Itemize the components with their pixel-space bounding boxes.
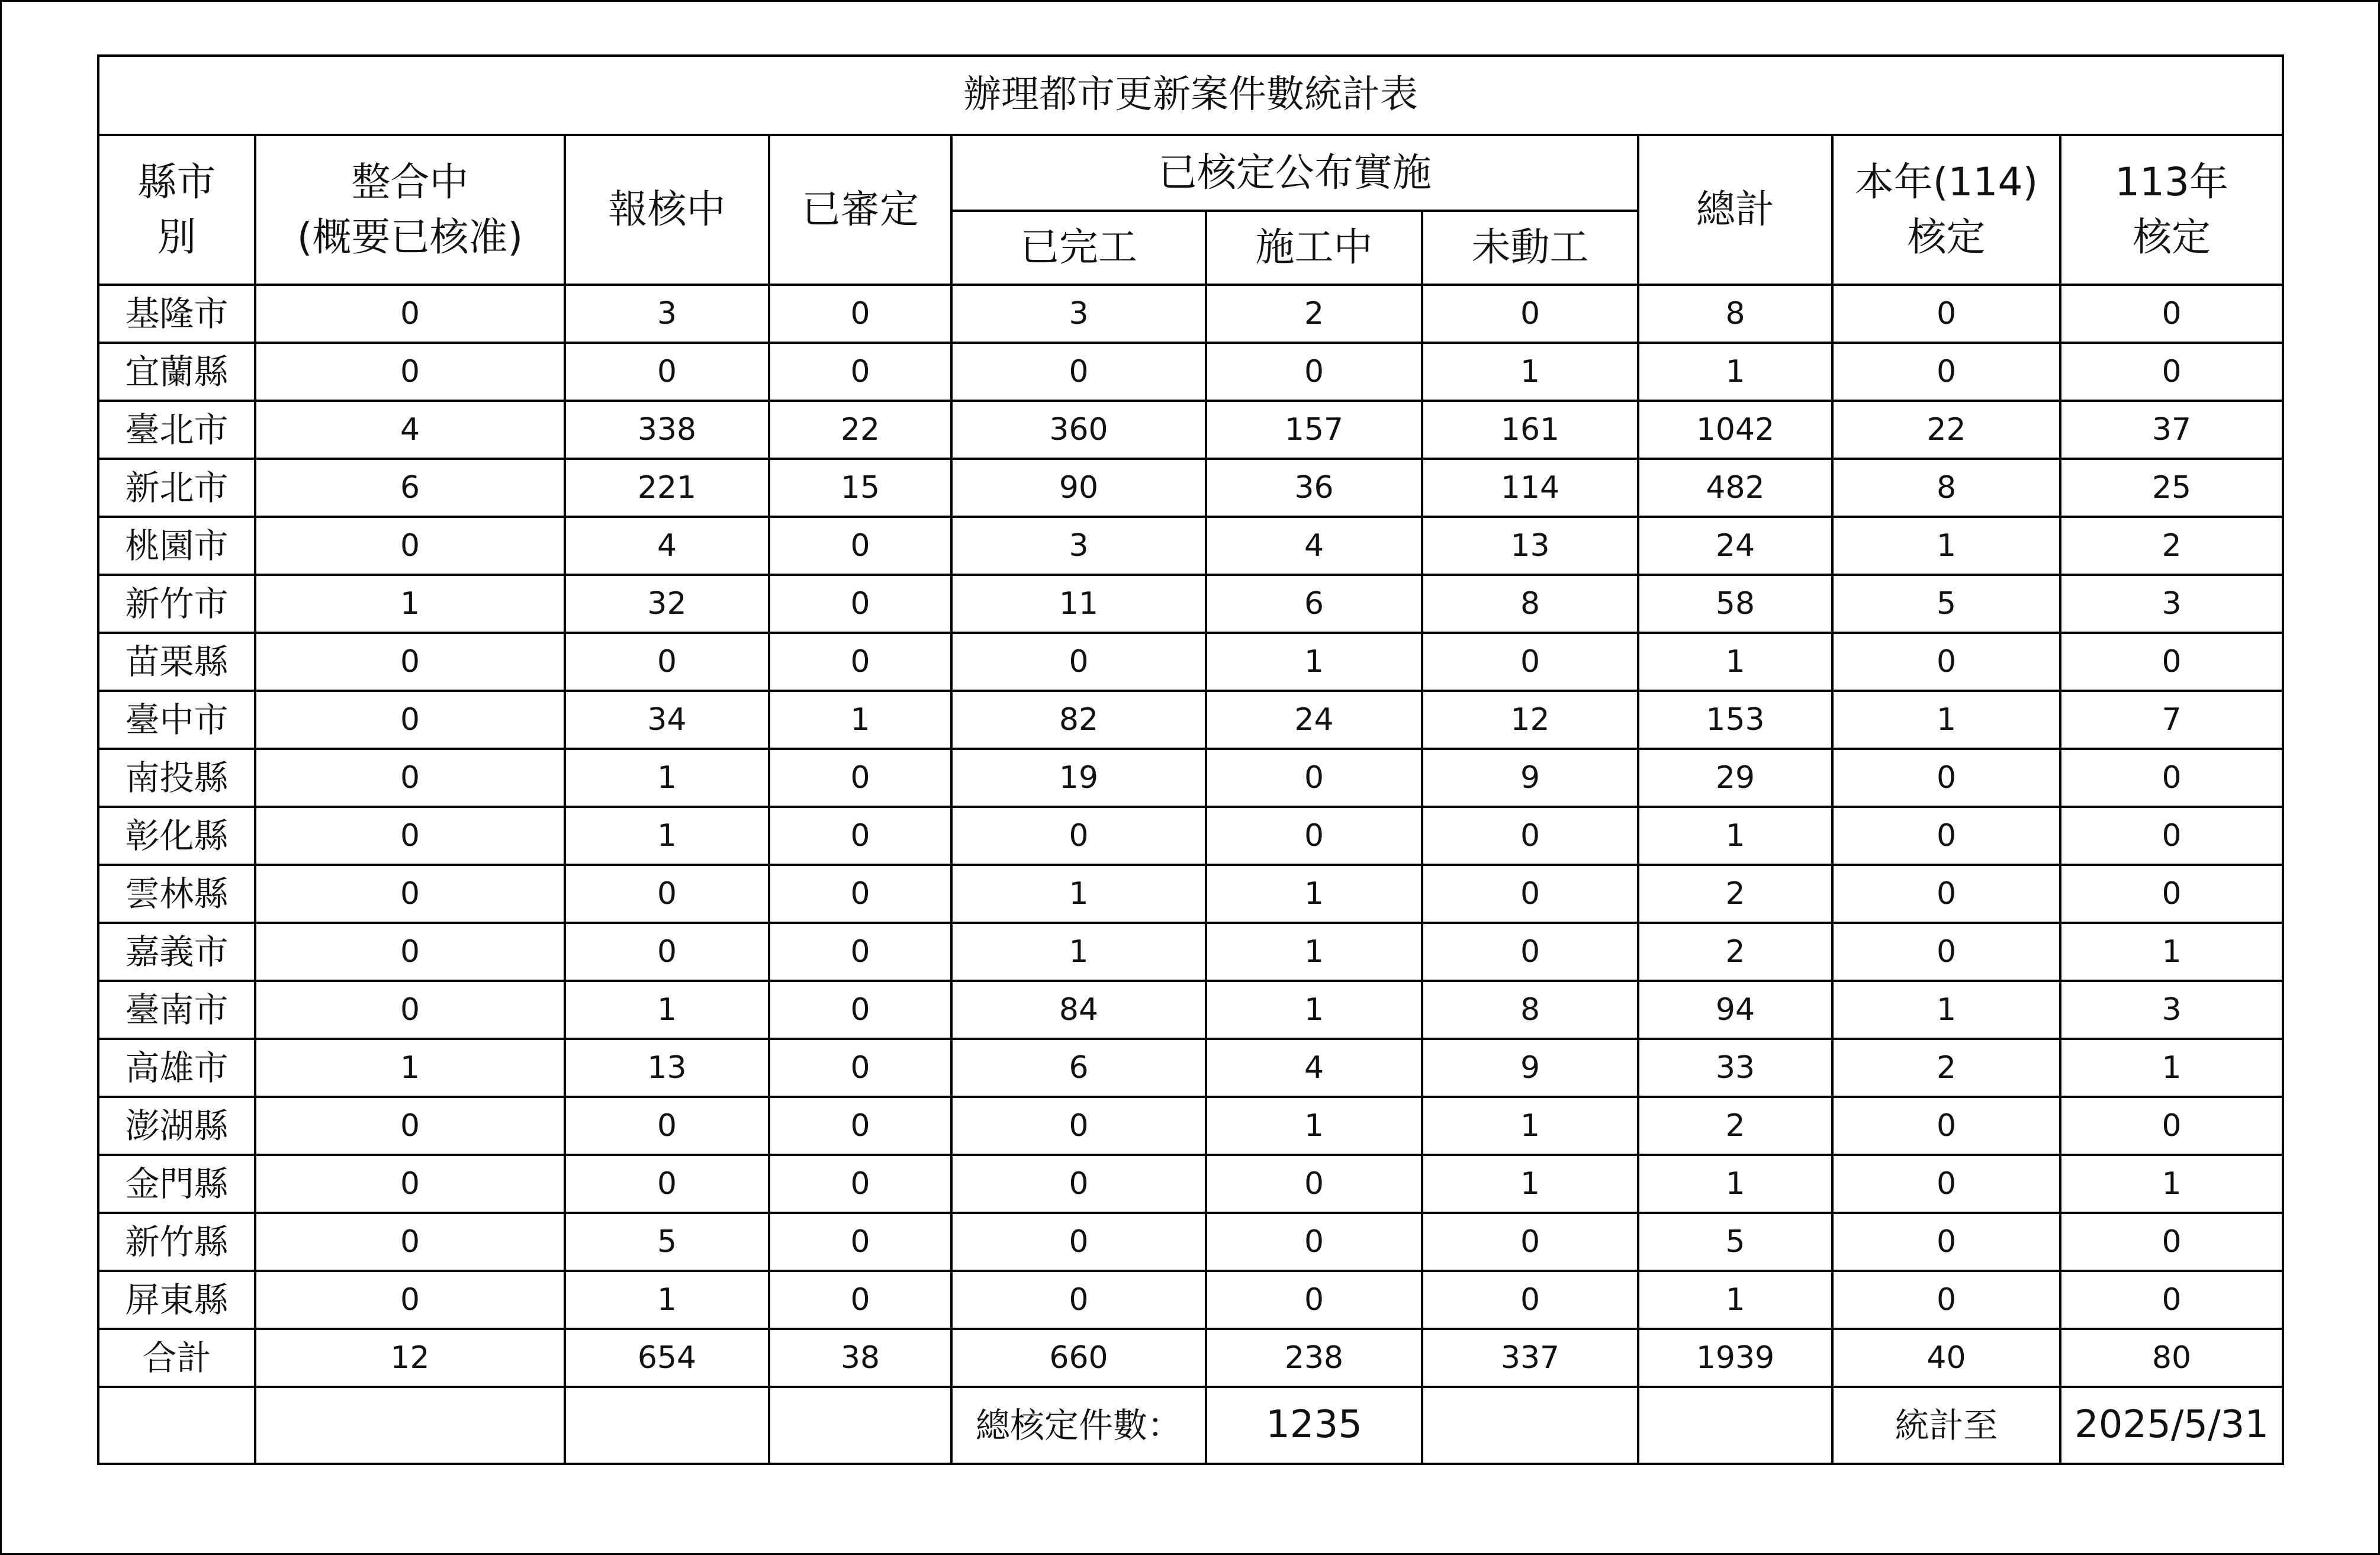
value-cell: 0 [255,865,565,923]
value-cell: 1 [769,691,951,749]
value-cell: 1 [1832,981,2060,1039]
value-cell: 0 [951,1271,1206,1329]
value-cell: 5 [565,1213,769,1271]
table-title: 辦理都市更新案件數統計表 [98,56,2283,135]
value-cell: 1 [1206,1097,1422,1155]
value-cell: 161 [1422,401,1638,459]
total-value-cell: 660 [951,1329,1206,1387]
value-cell: 0 [1422,633,1638,691]
header-approved-group: 已核定公布實施 [951,135,1638,211]
header-this-year [1832,135,2060,285]
footer-empty-cell [1638,1387,1832,1464]
value-cell: 0 [1832,633,2060,691]
value-cell: 0 [1832,1155,2060,1213]
value-cell: 0 [769,749,951,807]
value-cell: 22 [1832,401,2060,459]
table-row [98,981,2283,1039]
value-cell: 0 [769,1155,951,1213]
table-row [98,517,2283,575]
value-cell: 37 [2060,401,2283,459]
value-cell: 25 [2060,459,2283,517]
value-cell: 1 [1638,1155,1832,1213]
value-cell: 3 [951,285,1206,343]
header-under-construction: 施工中 [1206,211,1422,285]
value-cell: 9 [1422,749,1638,807]
header-not-started: 未動工 [1422,211,1638,285]
table-row [98,343,2283,401]
value-cell: 0 [1206,1271,1422,1329]
county-cell: 彰化縣 [98,807,255,865]
value-cell: 0 [769,285,951,343]
value-cell: 0 [1422,865,1638,923]
county-cell: 高雄市 [98,1039,255,1097]
value-cell: 0 [255,343,565,401]
value-cell: 1 [2060,1155,2283,1213]
value-cell: 0 [769,517,951,575]
value-cell: 0 [1832,285,2060,343]
value-cell: 0 [565,633,769,691]
value-cell: 2 [1638,923,1832,981]
value-cell: 0 [1206,749,1422,807]
value-cell: 9 [1422,1039,1638,1097]
county-cell: 澎湖縣 [98,1097,255,1155]
value-cell: 4 [255,401,565,459]
value-cell: 19 [951,749,1206,807]
value-cell: 1 [1638,343,1832,401]
header-total: 總計 [1638,135,1832,285]
value-cell: 22 [769,401,951,459]
value-cell: 0 [255,1155,565,1213]
value-cell: 3 [2060,575,2283,633]
value-cell: 0 [1422,1213,1638,1271]
value-cell: 338 [565,401,769,459]
value-cell: 2 [1638,1097,1832,1155]
county-cell: 金門縣 [98,1155,255,1213]
value-cell: 0 [2060,749,2283,807]
county-cell: 基隆市 [98,285,255,343]
value-cell: 5 [1638,1213,1832,1271]
value-cell: 58 [1638,575,1832,633]
value-cell: 0 [769,923,951,981]
value-cell: 0 [565,1097,769,1155]
stats-as-of-value: 2025/5/31 [2060,1387,2283,1464]
total-value-cell: 80 [2060,1329,2283,1387]
value-cell: 0 [1832,865,2060,923]
value-cell: 0 [2060,1213,2283,1271]
value-cell: 90 [951,459,1206,517]
value-cell: 0 [769,575,951,633]
table-row [98,633,2283,691]
total-value-cell: 238 [1206,1329,1422,1387]
county-cell: 桃園市 [98,517,255,575]
value-cell: 0 [1206,1213,1422,1271]
value-cell: 221 [565,459,769,517]
value-cell: 0 [951,1213,1206,1271]
value-cell: 0 [1422,923,1638,981]
value-cell: 8 [1422,575,1638,633]
value-cell: 0 [1832,343,2060,401]
value-cell: 8 [1422,981,1638,1039]
value-cell: 0 [769,633,951,691]
value-cell: 0 [769,865,951,923]
value-cell: 94 [1638,981,1832,1039]
value-cell: 0 [769,1271,951,1329]
value-cell: 5 [1832,575,2060,633]
totals-row [98,1329,2283,1387]
value-cell: 1 [1422,1155,1638,1213]
value-cell: 1 [255,575,565,633]
county-cell: 臺中市 [98,691,255,749]
county-cell: 新竹縣 [98,1213,255,1271]
header-county [98,135,255,285]
value-cell: 0 [255,1213,565,1271]
total-value-cell: 40 [1832,1329,2060,1387]
value-cell: 1 [565,1271,769,1329]
value-cell: 1042 [1638,401,1832,459]
value-cell: 0 [1832,749,2060,807]
value-cell: 0 [565,1155,769,1213]
total-value-cell: 12 [255,1329,565,1387]
value-cell: 0 [255,807,565,865]
value-cell: 12 [1422,691,1638,749]
value-cell: 0 [1832,1097,2060,1155]
value-cell: 482 [1638,459,1832,517]
value-cell: 0 [255,633,565,691]
value-cell: 1 [1206,865,1422,923]
footer-empty-cell [769,1387,951,1464]
value-cell: 1 [1832,691,2060,749]
header-reviewed: 已審定 [769,135,951,285]
value-cell: 360 [951,401,1206,459]
value-cell: 0 [2060,1097,2283,1155]
value-cell: 13 [565,1039,769,1097]
value-cell: 13 [1422,517,1638,575]
value-cell: 1 [1206,981,1422,1039]
total-value-cell: 1939 [1638,1329,1832,1387]
value-cell: 1 [565,749,769,807]
totals-label: 合計 [98,1329,255,1387]
value-cell: 0 [951,1097,1206,1155]
value-cell: 8 [1832,459,2060,517]
value-cell: 0 [2060,633,2283,691]
value-cell: 0 [769,981,951,1039]
value-cell: 36 [1206,459,1422,517]
value-cell: 0 [565,865,769,923]
value-cell: 4 [1206,1039,1422,1097]
value-cell: 2 [1638,865,1832,923]
table-row [98,1213,2283,1271]
county-cell: 新北市 [98,459,255,517]
value-cell: 0 [2060,807,2283,865]
value-cell: 0 [951,633,1206,691]
approved-total-label: 總核定件數： [951,1387,1206,1464]
value-cell: 1 [1638,1271,1832,1329]
county-cell: 臺北市 [98,401,255,459]
value-cell: 0 [1206,807,1422,865]
county-cell: 嘉義市 [98,923,255,981]
table-row [98,459,2283,517]
table-row [98,575,2283,633]
header-integrating [255,135,565,285]
value-cell: 2 [1832,1039,2060,1097]
value-cell: 1 [1206,633,1422,691]
urban-renewal-statistics-table [97,54,2284,1465]
value-cell: 1 [1206,923,1422,981]
value-cell: 1 [2060,1039,2283,1097]
table-row [98,807,2283,865]
value-cell: 0 [1422,1271,1638,1329]
value-cell: 1 [255,1039,565,1097]
value-cell: 0 [1206,1155,1422,1213]
value-cell: 11 [951,575,1206,633]
value-cell: 0 [2060,1271,2283,1329]
value-cell: 0 [255,1271,565,1329]
value-cell: 7 [2060,691,2283,749]
value-cell: 24 [1206,691,1422,749]
value-cell: 0 [951,807,1206,865]
value-cell: 0 [1422,807,1638,865]
value-cell: 114 [1422,459,1638,517]
county-cell: 屏東縣 [98,1271,255,1329]
header-reporting: 報核中 [565,135,769,285]
value-cell: 1 [1638,633,1832,691]
value-cell: 4 [1206,517,1422,575]
value-cell: 0 [255,749,565,807]
value-cell: 29 [1638,749,1832,807]
value-cell: 1 [565,981,769,1039]
stats-as-of-label: 統計至 [1832,1387,2060,1464]
header-county-text: 縣市 別 [137,159,216,260]
value-cell: 2 [1206,285,1422,343]
approved-total-value: 1235 [1206,1387,1422,1464]
value-cell: 0 [255,923,565,981]
header-integrating-text: 整合中 (概要已核准) [297,159,523,260]
value-cell: 0 [951,1155,1206,1213]
total-value-cell: 337 [1422,1329,1638,1387]
table-row [98,749,2283,807]
value-cell: 0 [951,343,1206,401]
table-row [98,1097,2283,1155]
value-cell: 0 [565,343,769,401]
value-cell: 3 [565,285,769,343]
value-cell: 0 [769,1039,951,1097]
table-row [98,285,2283,343]
header-year-113-text: 113年 核定 [2115,159,2229,260]
header-this-year-text: 本年(114) 核定 [1854,159,2038,260]
header-completed: 已完工 [951,211,1206,285]
value-cell: 24 [1638,517,1832,575]
value-cell: 0 [2060,285,2283,343]
value-cell: 0 [255,285,565,343]
table-row [98,691,2283,749]
value-cell: 0 [769,1097,951,1155]
value-cell: 0 [1206,343,1422,401]
value-cell: 0 [1832,807,2060,865]
county-cell: 南投縣 [98,749,255,807]
value-cell: 32 [565,575,769,633]
table-row [98,923,2283,981]
value-cell: 157 [1206,401,1422,459]
value-cell: 8 [1638,285,1832,343]
header-year-113 [2060,135,2283,285]
value-cell: 82 [951,691,1206,749]
value-cell: 1 [951,865,1206,923]
county-cell: 臺南市 [98,981,255,1039]
footer-empty-cell [1422,1387,1638,1464]
value-cell: 84 [951,981,1206,1039]
table-row [98,865,2283,923]
value-cell: 3 [2060,981,2283,1039]
value-cell: 0 [1422,285,1638,343]
footer-empty-cell [565,1387,769,1464]
value-cell: 6 [255,459,565,517]
value-cell: 3 [951,517,1206,575]
value-cell: 1 [1422,1097,1638,1155]
value-cell: 34 [565,691,769,749]
value-cell: 2 [2060,517,2283,575]
value-cell: 6 [1206,575,1422,633]
value-cell: 15 [769,459,951,517]
value-cell: 1 [951,923,1206,981]
value-cell: 153 [1638,691,1832,749]
value-cell: 1 [1638,807,1832,865]
value-cell: 0 [2060,865,2283,923]
value-cell: 6 [951,1039,1206,1097]
value-cell: 4 [565,517,769,575]
value-cell: 1 [1422,343,1638,401]
value-cell: 1 [2060,923,2283,981]
total-value-cell: 654 [565,1329,769,1387]
county-cell: 新竹市 [98,575,255,633]
total-value-cell: 38 [769,1329,951,1387]
table-row [98,1271,2283,1329]
footer-empty-cell [255,1387,565,1464]
table-row [98,1039,2283,1097]
value-cell: 33 [1638,1039,1832,1097]
value-cell: 0 [1832,923,2060,981]
value-cell: 0 [255,1097,565,1155]
footer-row [98,1387,2283,1464]
county-cell: 宜蘭縣 [98,343,255,401]
value-cell: 0 [769,807,951,865]
value-cell: 0 [769,1213,951,1271]
value-cell: 0 [255,981,565,1039]
value-cell: 0 [1832,1213,2060,1271]
county-cell: 雲林縣 [98,865,255,923]
value-cell: 0 [565,923,769,981]
footer-empty-cell [98,1387,255,1464]
table-row [98,401,2283,459]
value-cell: 0 [2060,343,2283,401]
table-row [98,1155,2283,1213]
value-cell: 1 [565,807,769,865]
value-cell: 0 [769,343,951,401]
value-cell: 1 [1832,517,2060,575]
value-cell: 0 [255,691,565,749]
value-cell: 0 [1832,1271,2060,1329]
county-cell: 苗栗縣 [98,633,255,691]
value-cell: 0 [255,517,565,575]
